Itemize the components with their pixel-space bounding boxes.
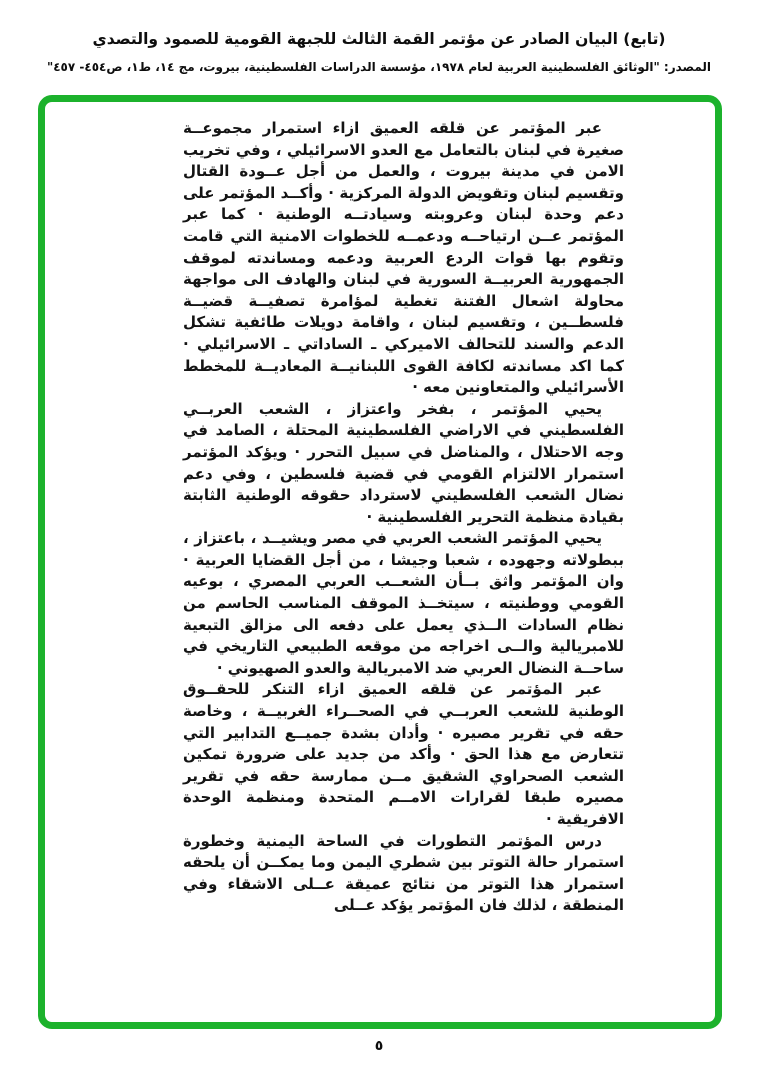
source-citation: المصدر: "الوثائق الفلسطينية العربية لعام ١٩٧٨، مؤسسة الدراسات الفلسطينية، بيروت، مج ١٤، ط١، ص٤٥٤- ٤٥٧" [46,60,712,74]
page-number: ٥ [374,1038,384,1054]
paragraph-western-sahara: عبر المؤتمر عن قلقه العميق ازاء التنكر للحقــوق الوطنية للشعب العربــي في الصحــراء الغربيــة ، وخاصة حقه في تقرير مصيره · وأدان بشدة جميــع التدابير التي تتعارض مع هذا الحق · وأكد من جديد على ضرورة تمكين الشعب الصحراوي الشقيق مــن ممارسة حقه في تقرير مصيره طبقا لقرارات الامــم المتحدة ومنظمة الوحدة الافريقية · [183,680,624,828]
paragraph-lebanon: عبر المؤتمر عن قلقه العميق ازاء استمرار مجموعــة صغيرة في لبنان بالتعامل مع العدو الاسرائيلي ، وفي تخريب الامن في مدينة بيروت ، والعمل من أجل عــودة القتال وتقسيم لبنان وتقويض الدولة المركزية · وأكــد المؤتمر على دعم وحدة لبنان وعروبته وسيادتــه الوطنية · كما عبر المؤتمر عــن ارتياحــه ودعمــه للخطوات الامنية التي قامت وتقوم بها قوات الردع العربية ودعمه ومساندته لموقف الجمهورية العربيــة السورية في لبنان والهادف الى مواجهة محاولة اشعال الفتنة تغطية لمؤامرة تصفيــة قضيــة فلسطــين ، وتقسيم لبنان ، واقامة دويلات طائفية تشكل الدعم والسند للتحالف الاميركي ـ الساداتي ـ الاسرائيلي · كما اكد مساندته لكافة القوى اللبنانيــة المعاديــة للمخطط الأسرائيلي والمتعاونين معه · [183,119,624,397]
body-text-column [183,118,624,917]
paragraph-palestinian-people: يحيي المؤتمر ، بفخر واعتزاز ، الشعب العربــي الفلسطيني في الاراضي الفلسطينية المحتلة ، الصامد في وجه الاحتلال ، والمناضل في سبيل التحرر · ويؤكد المؤتمر استمرار الالتزام القومي في قضية فلسطين ، وفي دعم نضال الشعب الفلسطيني لاسترداد حقوقه الوطنية الثابتة بقيادة منظمة التحرير الفلسطينية · [183,399,624,526]
paragraph-egypt: يحيي المؤتمر الشعب العربي في مصر ويشيــد ، باعتزاز ، ببطولاته وجهوده ، شعبا وجيشا ، من أجل القضايا العربية · وان المؤتمر واثق بــأن الشعــب العربي المصري ، بوعيه القومي ووطنيته ، سيتخــذ الموقف المناسب الحاسم من نظام السادات الــذي يعمل على دفعه الى مزالق التبعية للامبريالية والــى اخراجه من موقعه الطبيعي التاريخي في ساحــة النضال العربي ضد الامبريالية والعدو الصهيوني · [183,529,624,677]
document-continuation-title: (تابع) البيان الصادر عن مؤتمر القمة الثالث للجبهة القومية للصمود والتصدي [92,30,666,48]
paragraph-yemen: درس المؤتمر التطورات في الساحة اليمنية وخطورة استمرار حالة التوتر بين شطري اليمن وما يمكــن أن يلحقه استمرار هذا التوتر من نتائج عميقة عــلى الاشقاء وفي المنطقة ، لذلك فان المؤتمر يؤكد عــلى [183,831,624,915]
